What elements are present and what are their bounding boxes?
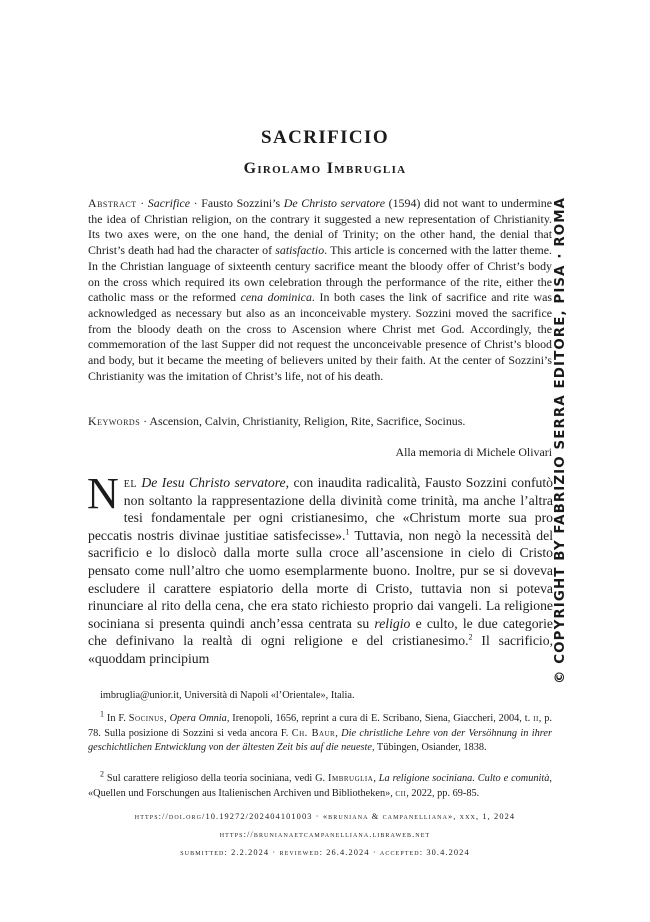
footnote-work-title: Die christliche Lehre von der Versöhnung in ihrer geschichtlichen Entwicklung von der ältesten Zeit bis auf die neueste (88, 727, 552, 754)
footnote-number: 1 (100, 709, 104, 719)
footnote-text: , (373, 773, 379, 784)
footnote-author: Imbruglia (328, 773, 374, 784)
abstract-text: Fausto Sozzini’s (201, 196, 284, 210)
abstract-term: satisfactio (275, 243, 325, 258)
keywords-text: · Ascension, Calvin, Christianity, Religion, Rite, Sacrifice, Socinus. (140, 414, 466, 428)
body-text: Tuttavia, non negò la necessità del sacrificio e lo dislocò dalla morte sulla croce all’ascensione in cielo di Cristo pensato come null’altro che uomo esemplarmente buono. Inoltre, pur se si doveva escludere il carattere espiatorio della morte di Cristo, tuttavia non si poteva rinunciare al rito della cena, che era stato richiesto proprio dai vangeli. La religione sociniana si presenta quindi anch’essa centrata su (88, 527, 553, 631)
abstract-work-title: De Christo servatore (283, 196, 386, 210)
abstract-separator: · (136, 196, 148, 210)
footer-url[interactable]: https://brunianaetcampanelliana.libraweb.net (219, 830, 431, 839)
footnote-text: Sul carattere religioso della teoria sociniana, vedi G. (104, 773, 329, 784)
abstract-label: Abstract (88, 196, 137, 210)
footnote-author: Ch. Baur (291, 727, 336, 739)
dedication: Alla memoria di Michele Olivari (395, 445, 552, 459)
abstract-text: (1594) did not want to undermine the idea of Christian religion, on the contrary it suggested a new representation of Christianity. Its two axes were, on the one hand, the denial of Trinity; on the other hand, the denial that Christ’s death had had the character of (88, 196, 552, 258)
footnote-ref-1[interactable]: 1 (345, 527, 350, 537)
article-author: Girolamo Imbruglia (243, 160, 407, 177)
footer-dates: submitted: 2.2.2024 · reviewed: 26.4.2024 · accepted: 30.4.2024 (180, 848, 470, 857)
article-title: SACRIFICIO (260, 127, 390, 148)
body-term: religio (374, 615, 411, 631)
footnote-ref-2[interactable]: 2 (468, 632, 473, 642)
drop-cap: N (87, 469, 119, 518)
footnote-work-title: La religione sociniana. Culto e comunità (378, 773, 550, 784)
abstract-title: Sacrifice (147, 196, 191, 210)
footnote-text: , (164, 713, 170, 724)
footnote-text: In F. (104, 713, 129, 724)
abstract-text: . This article is concerned with the latter theme. In the Christian language of sixteenth century sacrifice meant the bloody offer of Christ’s body on the cross which required its own celebration through the performance of the rite, either the catholic mass or the reformed (88, 243, 552, 305)
footnote-roman: cii (395, 787, 407, 799)
footnote-text: , 2022, pp. 69-85. (406, 787, 480, 799)
footnote-text: , «Quellen und Forschungen aus Italienischen Archiven und Bibliotheken», (88, 773, 552, 799)
footnote-roman: ii (533, 713, 539, 724)
footnote-text: , (335, 727, 342, 739)
footnote-work-title: Opera Omnia (169, 713, 227, 724)
body-text: e culto, le due categorie che definivano la realtà di ogni religione e del cristianesimo. (88, 615, 553, 649)
keywords-line (88, 414, 552, 430)
footnote-number: 2 (100, 769, 104, 779)
footer-doi[interactable]: https://doi.org/10.19272/202404101003 · «bruniana & campanelliana», xxx, 1, 2024 (134, 812, 516, 821)
author-affiliation: imbruglia@unior.it, Università di Napoli «l’Orientale», Italia. (100, 690, 355, 701)
body-text: Il sacrificio, «quoddam principium (88, 633, 553, 666)
footnote-text: , Tübingen, Osiander, 1838. (371, 742, 487, 754)
abstract-text: . In both cases the link of sacrifice and rite was acknowledged as necessary but also as an inconceivable mystery. Sozzini moved the sacrifice from the bloody death on the cross to Ascension where Christ met God. Accordingly, the commemoration of the last Supper did not request the unconceivable presence of Christ’s blood and body, but it became the meeting of believers united by their faith. At the center of Sozzini’s Christianity was the imitation of Christ’s life, not of his death. (88, 290, 552, 383)
copyright-notice: © COPYRIGHT BY FABRIZIO SERRA EDITORE, PISA · ROMA (553, 196, 568, 684)
abstract-separator: · (190, 196, 202, 210)
body-paragraph (87, 469, 554, 668)
abstract-term: cena dominica (240, 290, 312, 305)
footnote-2 (88, 769, 552, 801)
body-text: , con inaudita radicalità, Fausto Sozzini confutò non soltanto la rappresentazione della divinità come trinità, ma anche l’altra tesi fondamentale per ogni cristianesimo, che «Christum morte sua pro peccatis nostris divinae justitiae satisfecisse». (88, 475, 554, 543)
opening-small-caps: el (123, 475, 137, 490)
keywords-label: Keywords (88, 414, 141, 428)
footnote-text: , Irenopoli, 1656, reprint a cura di E. Scribano, Siena, Giaccheri, 2004, t. (226, 713, 534, 724)
body-work-title: De Iesu Christo servatore (141, 475, 286, 490)
abstract-paragraph (88, 196, 552, 384)
footnote-1 (88, 709, 552, 756)
footnote-text: , p. 78. Sulla posizione di Sozzini si veda ancora F. (88, 713, 552, 739)
footnote-author: Socinus (128, 713, 165, 724)
